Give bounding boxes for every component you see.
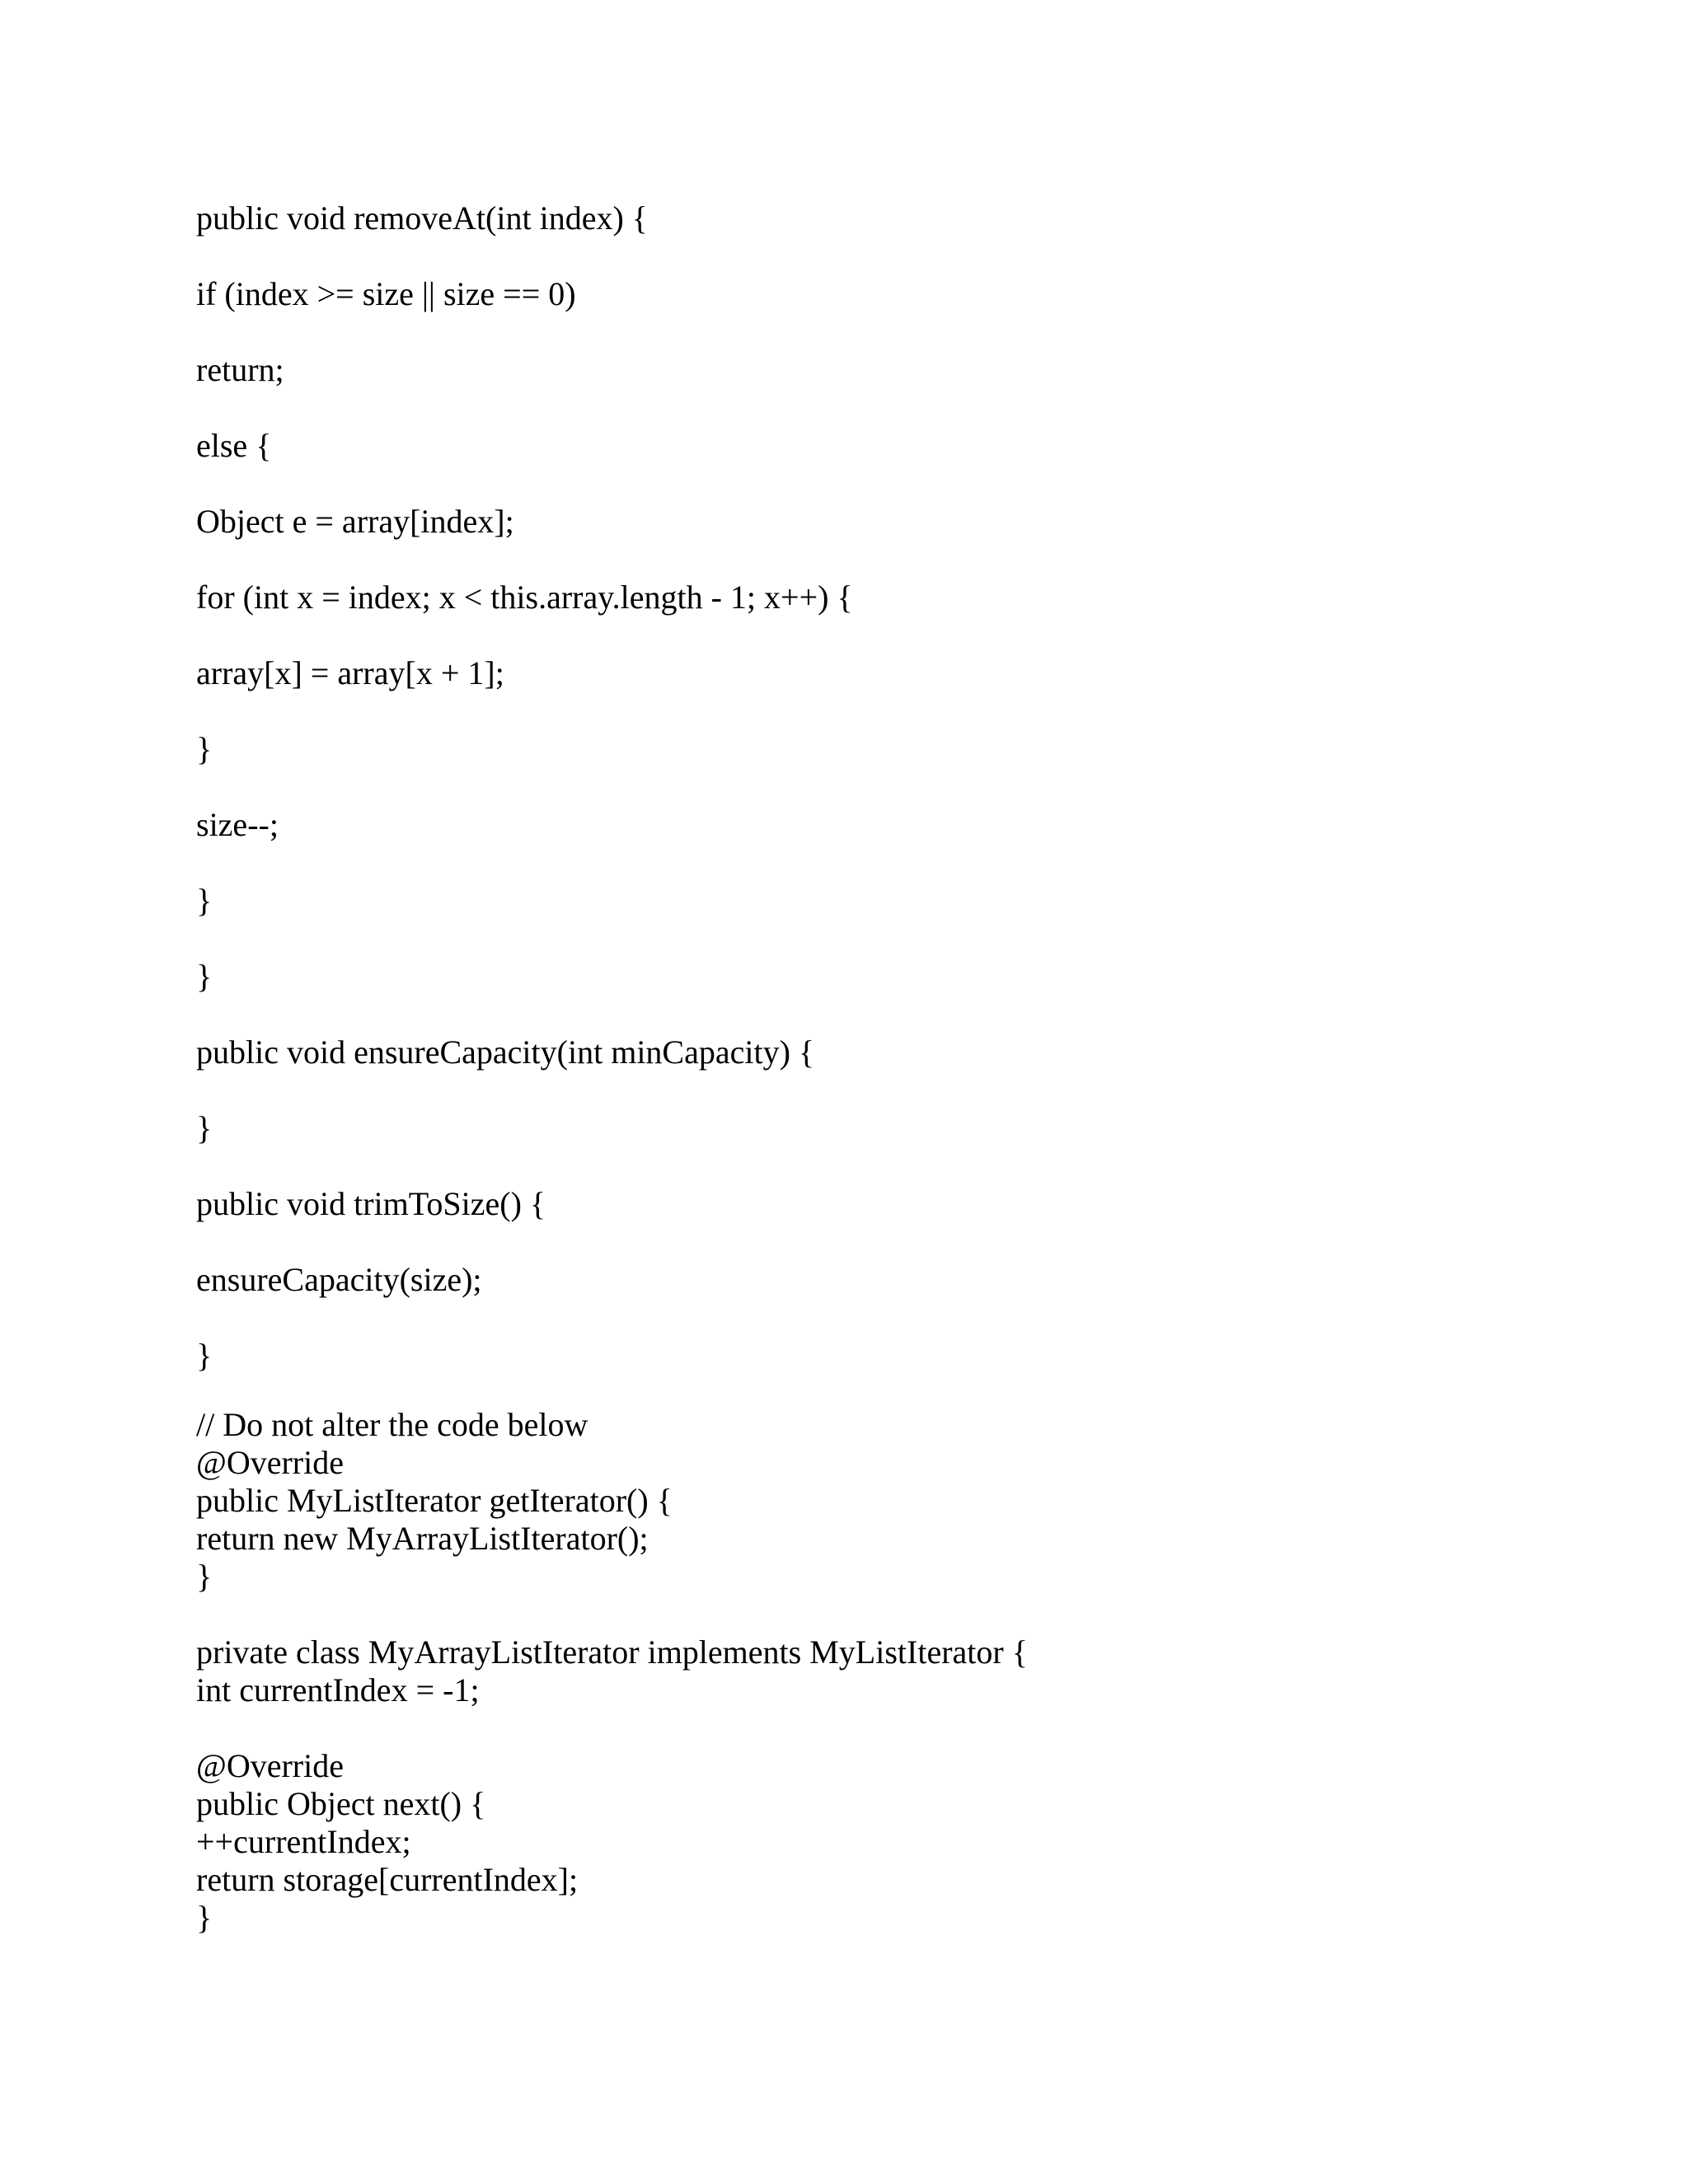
code-line: ensureCapacity(size); bbox=[196, 1261, 482, 1298]
code-line: array[x] = array[x + 1]; bbox=[196, 654, 504, 691]
code-line: public void trimToSize() { bbox=[196, 1185, 546, 1222]
code-line: int currentIndex = -1; bbox=[196, 1671, 480, 1708]
code-line: } bbox=[196, 1109, 213, 1146]
code-line: return new MyArrayListIterator(); bbox=[196, 1520, 649, 1557]
code-line: Object e = array[index]; bbox=[196, 503, 514, 540]
code-line: ++currentIndex; bbox=[196, 1823, 411, 1860]
code-line: return storage[currentIndex]; bbox=[196, 1861, 579, 1898]
code-line: } bbox=[196, 958, 213, 995]
code-line: } bbox=[196, 882, 213, 919]
code-line: } bbox=[196, 1337, 213, 1374]
code-line: return; bbox=[196, 351, 284, 388]
code-line: } bbox=[196, 730, 213, 767]
code-line: public MyListIterator getIterator() { bbox=[196, 1482, 673, 1519]
code-line: } bbox=[196, 1899, 213, 1936]
code-comment: // Do not alter the code below bbox=[196, 1406, 588, 1443]
code-line: @Override bbox=[196, 1444, 344, 1481]
code-line: private class MyArrayListIterator implements MyListIterator { bbox=[196, 1633, 1028, 1671]
code-line: else { bbox=[196, 427, 272, 464]
code-line: public void ensureCapacity(int minCapacity) { bbox=[196, 1033, 815, 1071]
code-line: public void removeAt(int index) { bbox=[196, 199, 648, 237]
code-line: public Object next() { bbox=[196, 1785, 486, 1822]
code-line: @Override bbox=[196, 1747, 344, 1784]
code-line: if (index >= size || size == 0) bbox=[196, 275, 576, 312]
code-line: } bbox=[196, 1558, 213, 1595]
code-line: for (int x = index; x < this.array.length - 1; x++) { bbox=[196, 579, 853, 616]
code-line: size--; bbox=[196, 806, 279, 843]
